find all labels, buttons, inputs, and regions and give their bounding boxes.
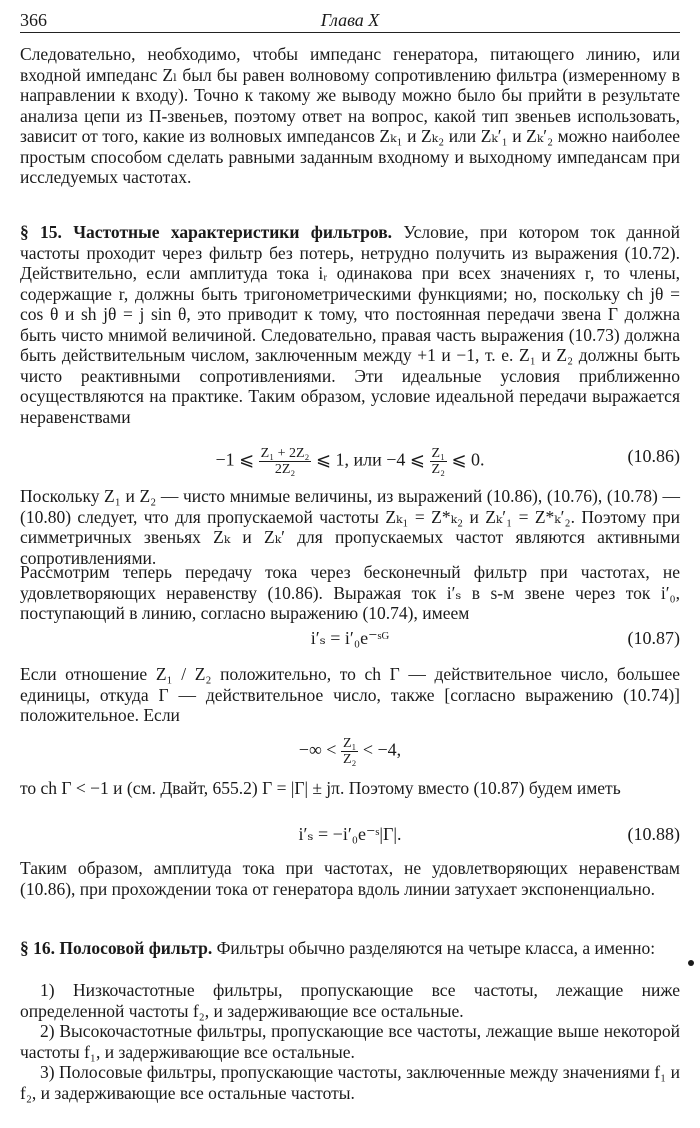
- formula-10-87-expression: i′ₛ = i′₀e⁻ˢᴳ: [310, 628, 390, 648]
- fraction-numerator: Z₁: [431, 446, 445, 461]
- formula-ratio-condition: [20, 730, 680, 767]
- formula-part: −∞ <: [298, 739, 337, 760]
- fraction-numerator: Z₁ + 2Z₂: [260, 446, 310, 461]
- page-number: 366: [20, 10, 47, 30]
- paragraph-positive-ratio: Если отношение Z₁ / Z₂ положительно, то ch Γ — действительное число, большее единицы, откуда Γ — действительное число, также [согласно выражению (10.74)] положительное. Если: [20, 664, 680, 725]
- fraction-denominator: Z₂: [431, 462, 445, 477]
- print-speck: [688, 960, 694, 966]
- fraction-denominator: Z₂: [342, 752, 357, 767]
- equation-number: (10.87): [627, 628, 680, 648]
- list-item-bandpass: 3) Полосовые фильтры, пропускающие частоты, заключенные между значениями f₁ и f₂, и задерживающие все остальные частоты.: [20, 1062, 680, 1103]
- paragraph-section-15: [20, 222, 680, 427]
- paragraph-ch-gamma: то ch Γ < −1 и (см. Двайт, 655.2) Γ = |Γ| ± jπ. Поэтому вместо (10.87) будем иметь: [20, 778, 621, 798]
- formula-part: −1 ⩽: [215, 449, 255, 470]
- formula-10-87: [20, 622, 680, 656]
- paragraph-section-16: [20, 938, 680, 959]
- formula-ratio-expression: [20, 736, 680, 767]
- fraction: [430, 446, 447, 477]
- formula-part: ⩽ 0.: [451, 449, 485, 470]
- section-16-body: Фильтры обычно разделяются на четыре класса, а именно:: [212, 938, 656, 958]
- section-15-heading: § 15. Частотные характеристики фильтров.: [20, 222, 393, 242]
- list-item-highpass: 2) Высокочастотные фильтры, пропускающие все частоты, лежащие выше некоторой частоты f₁, и задерживающие все остальные.: [20, 1021, 680, 1062]
- paragraph-imaginary-impedances: Поскольку Z₁ и Z₂ — чисто мнимые величины, из выражений (10.86), (10.76), (10.78) — (10.80) следует, что для пропускаемой частоты Zₖ₁ = Z*ₖ₂ и Zₖ′₁ = Z*ₖ′₂. Поэтому при симметричных звеньях Zₖ и Zₖ′ для пропускаемых частот являются активными сопротивлениями.: [20, 486, 680, 568]
- fraction-denominator: 2Z₂: [274, 462, 296, 477]
- formula-10-88: [20, 818, 680, 852]
- fraction: [341, 736, 358, 767]
- equation-number: (10.88): [627, 824, 680, 844]
- formula-part: ⩽ 1, или −4 ⩽: [315, 449, 426, 470]
- formula-10-88-expression: i′ₛ = −i′₀e⁻ˢ|Γ|.: [298, 824, 402, 844]
- list-item-lowpass: 1) Низкочастотные фильтры, пропускающие все частоты, лежащие ниже определенной частоты f₂, и задерживающие все остальные.: [20, 980, 680, 1021]
- fraction-numerator: Z₁: [342, 736, 357, 751]
- formula-10-86: [20, 440, 680, 477]
- paragraph-exponential-decay: Таким образом, амплитуда тока при частотах, не удовлетворяющих неравенствам (10.86), при прохождении тока от генератора вдоль линии затухает экспоненциально.: [20, 858, 680, 899]
- section-15-body: Условие, при котором ток данной частоты проходит через фильтр без потерь, нетрудно получить из выражения (10.72). Действительно, если амплитуда тока iᵣ одинакова при всех значениях r, то члены, содержащие r, должны быть тригонометрическими функциями; но, поскольку ch jθ = cos θ и sh jθ = j sin θ, это приводит к тому, что постоянная передачи звена Γ должна быть чисто мнимой величиной. Следовательно, правая часть выражения (10.73) должна быть действительным числом, заключенным между +1 и −1, т. е. Z₁ и Z₂ должны быть чисто реактивными сопротивлениями. Эти идеальные условия приближенно осуществляются на практике. Таким образом, условие идеальной передачи выражается неравенствами: [20, 222, 680, 427]
- page-header: [20, 8, 680, 33]
- chapter-title: Глава X: [320, 10, 380, 30]
- fraction: [259, 446, 312, 477]
- formula-part: < −4,: [362, 739, 402, 760]
- paragraph-infinite-filter: Рассмотрим теперь передачу тока через бесконечный фильтр при частотах, не удовлетворяющих неравенству (10.86). Выражая ток i′ₛ в s-м звене через ток i′₀, поступающий в линию, согласно выражению (10.74), имеем: [20, 562, 680, 623]
- formula-10-86-expression: [20, 446, 680, 477]
- paragraph-impedance-matching: Следовательно, необходимо, чтобы импеданс генератора, питающего линию, или входной импеданс Zₗ был бы равен волновому сопротивлению фильтра (измеренному в направлении к входу). Точно к такому же выводу можно было бы прийти в результате анализа цепи из П-звеньев, поэтому ответ на вопрос, какой тип звеньев использовать, зависит от того, какие из волновых импедансов Zₖ₁ и Zₖ₂ или Zₖ′₁ и Zₖ′₂ можно наиболее простым способом сделать равными заданным входному и выходному импедансам при исследуемых частотах.: [20, 44, 680, 187]
- section-16-heading: § 16. Полосовой фильтр.: [20, 938, 213, 958]
- equation-number: (10.86): [627, 446, 680, 466]
